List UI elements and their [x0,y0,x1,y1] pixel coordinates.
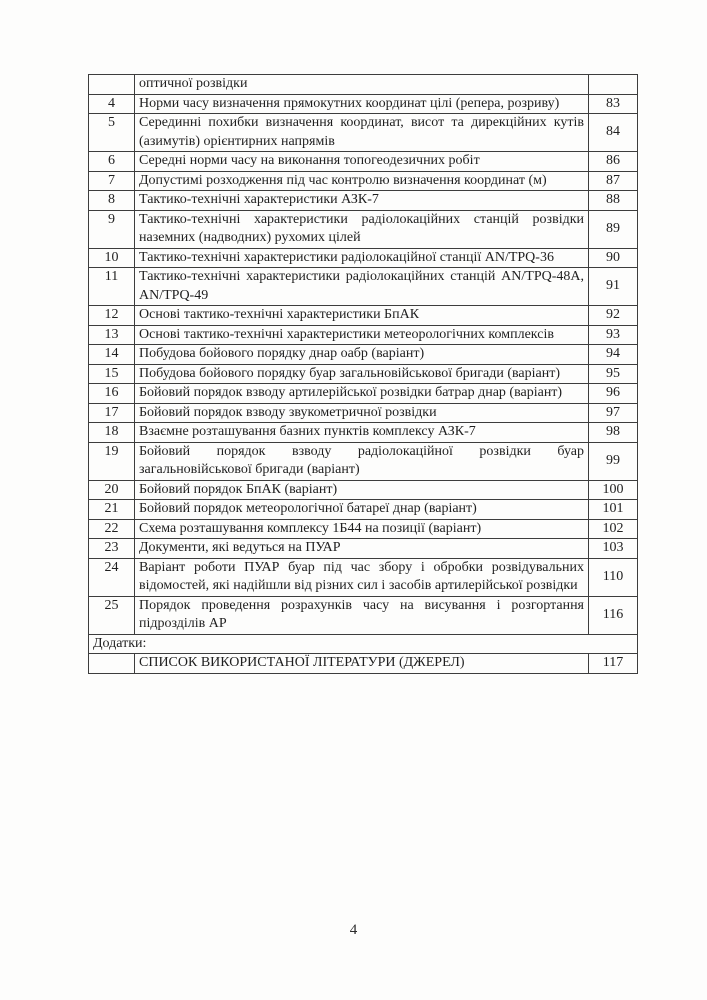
toc-row [89,442,638,480]
row-page-cell: 95 [589,364,638,384]
row-title-cell: Бойовий порядок взводу радіолокаційної розвідки буар загальновійськової бригади (варіант) [135,442,589,480]
toc-row [89,539,638,559]
toc-row [89,519,638,539]
row-title-cell: Документи, які ведуться на ПУАР [135,539,589,559]
row-title-cell: Тактико-технічні характеристики АЗК-7 [135,191,589,211]
row-number-cell [89,75,135,95]
row-title-cell: Норми часу визначення прямокутних координат цілі (репера, розриву) [135,94,589,114]
row-page-cell: 94 [589,345,638,365]
row-number-cell: 9 [89,210,135,248]
row-number-cell: 24 [89,558,135,596]
toc-row [89,384,638,404]
row-page-cell: 96 [589,384,638,404]
toc-row [89,500,638,520]
row-number-cell: 13 [89,325,135,345]
row-number-cell: 19 [89,442,135,480]
row-page-cell: 97 [589,403,638,423]
row-number-cell: 11 [89,268,135,306]
row-number-cell: 14 [89,345,135,365]
toc-row [89,403,638,423]
row-number-cell: 23 [89,539,135,559]
row-page-cell: 86 [589,152,638,172]
toc-row [89,423,638,443]
row-page-cell: 117 [589,654,638,674]
row-title-cell: Бойовий порядок взводу артилерійської розвідки батрар днар (варіант) [135,384,589,404]
row-page-cell: 102 [589,519,638,539]
row-page-cell: 84 [589,114,638,152]
row-title-cell: Тактико-технічні характеристики радіолокаційних станцій AN/TPQ-48A, AN/TPQ-49 [135,268,589,306]
row-page-cell: 89 [589,210,638,248]
row-page-cell: 101 [589,500,638,520]
row-number-cell: 7 [89,171,135,191]
row-page-cell: 99 [589,442,638,480]
row-title-cell: Взаємне розташування базних пунктів комплексу АЗК-7 [135,423,589,443]
row-page-cell [589,75,638,95]
row-number-cell: 10 [89,248,135,268]
row-page-cell: 100 [589,480,638,500]
row-title-cell: Тактико-технічні характеристики радіолокаційної станції AN/TPQ-36 [135,248,589,268]
row-title-cell: Серединні похибки визначення координат, висот та дирекційних кутів (азимутів) орієнтирних напрямів [135,114,589,152]
toc-row [89,364,638,384]
row-title-cell: оптичної розвідки [135,75,589,95]
row-number-cell: 5 [89,114,135,152]
row-title-cell: Побудова бойового порядку буар загальновійськової бригади (варіант) [135,364,589,384]
row-number-cell: 20 [89,480,135,500]
row-page-cell: 116 [589,596,638,634]
row-title-cell: Середні норми часу на виконання топогеодезичних робіт [135,152,589,172]
row-title-cell: Тактико-технічні характеристики радіолокаційних станцій розвідки наземних (надводних) рухомих цілей [135,210,589,248]
row-page-cell: 90 [589,248,638,268]
toc-row [89,558,638,596]
row-title-cell: Варіант роботи ПУАР буар під час збору і обробки розвідувальних відомостей, які надійшли від різних сил і засобів артилерійської розвідки [135,558,589,596]
row-title-cell: Побудова бойового порядку днар оабр (варіант) [135,345,589,365]
row-title-cell: СПИСОК ВИКОРИСТАНОЇ ЛІТЕРАТУРИ (ДЖЕРЕЛ) [135,654,589,674]
toc-row [89,654,638,674]
row-title-cell: Допустимі розходження під час контролю визначення координат (м) [135,171,589,191]
row-title-cell: Бойовий порядок взводу звукометричної розвідки [135,403,589,423]
toc-row [89,210,638,248]
row-number-cell: 12 [89,306,135,326]
row-number-cell: 22 [89,519,135,539]
row-number-cell [89,654,135,674]
row-number-cell: 17 [89,403,135,423]
row-title-cell: Основі тактико-технічні характеристики метеорологічних комплексів [135,325,589,345]
row-number-cell: 16 [89,384,135,404]
appendix-divider-row [89,634,638,654]
row-number-cell: 18 [89,423,135,443]
toc-row [89,114,638,152]
row-page-cell: 110 [589,558,638,596]
row-page-cell: 88 [589,191,638,211]
row-page-cell: 91 [589,268,638,306]
toc-row [89,171,638,191]
toc-row [89,191,638,211]
appendix-label: Додатки: [89,634,638,654]
toc-row [89,325,638,345]
toc-row [89,268,638,306]
row-title-cell: Бойовий порядок метеорологічної батареї днар (варіант) [135,500,589,520]
row-page-cell: 98 [589,423,638,443]
row-page-cell: 87 [589,171,638,191]
toc-row [89,306,638,326]
row-title-cell: Порядок проведення розрахунків часу на висування і розгортання підрозділів АР [135,596,589,634]
row-page-cell: 83 [589,94,638,114]
row-number-cell: 6 [89,152,135,172]
row-number-cell: 4 [89,94,135,114]
row-number-cell: 21 [89,500,135,520]
toc-row [89,94,638,114]
page-number: 4 [349,922,358,938]
toc-table [88,74,638,674]
row-page-cell: 92 [589,306,638,326]
toc-row [89,596,638,634]
row-number-cell: 8 [89,191,135,211]
row-number-cell: 25 [89,596,135,634]
toc-row [89,75,638,95]
row-number-cell: 15 [89,364,135,384]
row-page-cell: 103 [589,539,638,559]
toc-row [89,480,638,500]
row-page-cell: 93 [589,325,638,345]
row-title-cell: Основі тактико-технічні характеристики БпАК [135,306,589,326]
toc-row [89,248,638,268]
toc-row [89,152,638,172]
row-title-cell: Бойовий порядок БпАК (варіант) [135,480,589,500]
toc-row [89,345,638,365]
row-title-cell: Схема розташування комплексу 1Б44 на позиції (варіант) [135,519,589,539]
